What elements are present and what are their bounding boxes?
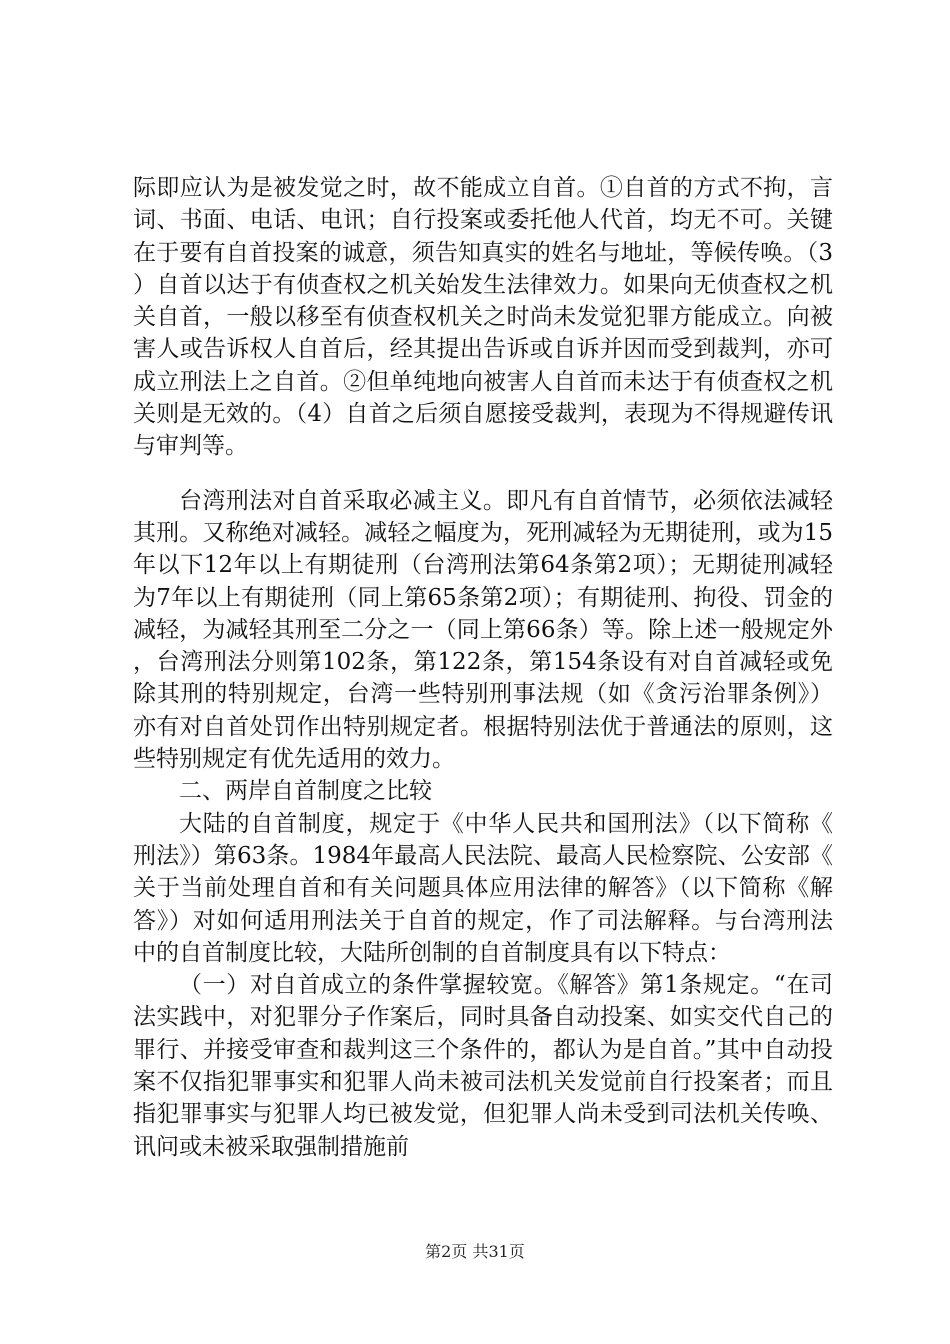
- paragraph-taiwan-mandatory-reduction: 台湾刑法对自首采取必减主义。即凡有自首情节，必须依法减轻其刑。又称绝对减轻。减轻之幅度为，死刑减轻为无期徒刑，或为15年以下12年以上有期徒刑（台湾刑法第64条第2项）；无期徒刑减轻为7年以上有期徒刑（同上第65条第2项）；有期徒刑、拘役、罚金的减轻，为减轻其刑至二分之一（同上第66条）等。除上述一般规定外，台湾刑法分则第102条，第122条，第154条设有对自首减轻或免除其刑的特别规定，台湾一些特别刑事法规（如《贪污治罪条例》）亦有对自首处罚作出特别规定者。根据特别法优于普通法的原则，这些特别规定有优先适用的效力。: [133, 487, 833, 773]
- paragraph-continued: 际即应认为是被发觉之时，故不能成立自首。①自首的方式不拘，言词、书面、电话、电讯；自行投案或委托他人代首，均无不可。关键在于要有自首投案的诚意，须告知真实的姓名与地址，等候传唤。（3）自首以达于有侦查权之机关始发生法律效力。如果向无侦查权之机关自首，一般以移至有侦查权机关之时尚未发觉犯罪方能成立。向被害人或告诉权人自首后，经其提出告诉或自诉并因而受到裁判，亦可成立刑法上之自首。②但单纯地向被害人自首而未达于有侦查权之机关则是无效的。（4）自首之后须自愿接受裁判，表现为不得规避传讯与审判等。: [133, 175, 833, 460]
- paragraph-point-one: （一）对自首成立的条件掌握较宽。《解答》第1条规定。“在司法实践中，对犯罪分子作案后，同时具备自动投案、如实交代自己的罪行、并接受审查和裁判这三个条件的，都认为是自首。”其中自动投案不仅指犯罪事实和犯罪人尚未被司法机关发觉前自行投案者；而且指犯罪事实与犯罪人均已被发觉，但犯罪人尚未受到司法机关传唤、讯问或未被采取强制措施前: [133, 972, 833, 1160]
- paragraph-mainland-system: 大陆的自首制度，规定于《中华人民共和国刑法》（以下简称《刑法》）第63条。1984年最高人民法院、最高人民检察院、公安部《关于当前处理自首和有关问题具体应用法律的解答》（以下简称《解答》）对如何适用刑法关于自首的规定，作了司法解释。与台湾刑法中的自首制度比较，大陆所创制的自首制度具有以下特点：: [133, 810, 833, 966]
- page-footer: 第2页 共31页: [425, 1242, 525, 1261]
- section-heading: 二、两岸自首制度之比较: [179, 778, 432, 805]
- document-body: [133, 172, 833, 1163]
